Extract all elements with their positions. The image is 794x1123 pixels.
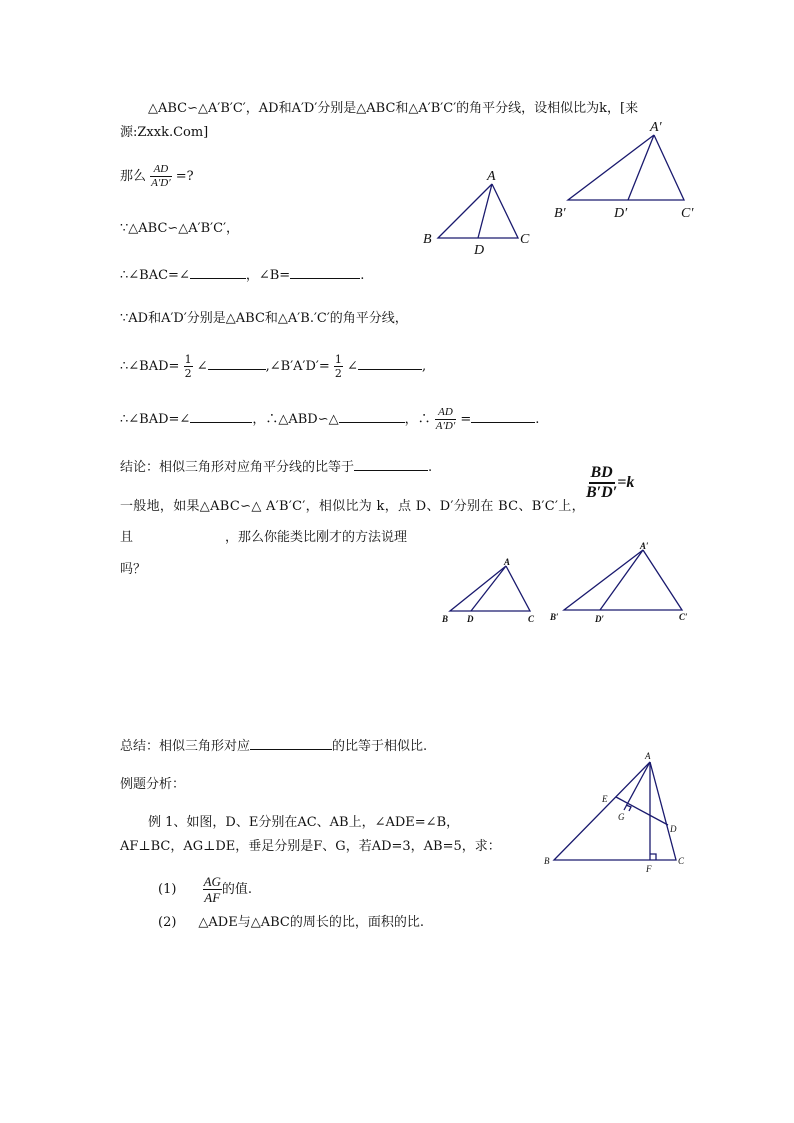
question-line — [120, 163, 194, 190]
segment-a1d1-2 — [600, 550, 643, 610]
figure-2-small-triangle — [440, 556, 550, 636]
ratio-formula — [586, 464, 634, 502]
label-c: C — [520, 232, 530, 247]
blank-conclusion[interactable] — [354, 458, 428, 471]
question-1-number: (1) — [158, 882, 177, 897]
general-line-2 — [120, 529, 407, 547]
question-1-text: 的值. — [221, 882, 253, 897]
label-a-prime: A′ — [650, 120, 662, 135]
label-b-3: B — [544, 856, 550, 866]
therefore-1-text-b: ，∠B= — [245, 268, 291, 283]
question-2-text: △ADE与△ABC的周长的比，面积的比. — [198, 915, 424, 930]
figure-1-small-triangle — [420, 168, 550, 258]
half-fraction-2 — [334, 353, 343, 380]
example-line-2: AF⊥BC，AG⊥DE，垂足分别是F、G，若AD=3，AB=5，求： — [120, 839, 501, 854]
segment-ad-2 — [471, 566, 506, 611]
last-denominator: A′D′ — [435, 420, 456, 432]
label-a-2: A — [504, 557, 511, 567]
q1-numerator: AG — [203, 874, 221, 889]
label-d: D — [474, 243, 485, 258]
label-b-prime-2: B′ — [550, 612, 559, 622]
conclusion-line — [120, 458, 432, 477]
blank-half-1[interactable] — [208, 357, 266, 370]
question-fraction — [150, 163, 171, 190]
last-text-c: ，∴ — [404, 412, 431, 427]
half-fraction-1 — [184, 353, 193, 380]
label-a: A — [487, 169, 496, 184]
right-angle-f — [650, 854, 656, 860]
question-prefix: 那么 — [120, 169, 147, 184]
question-2 — [158, 914, 424, 932]
summary-text-b: 的比等于相似比. — [332, 739, 428, 754]
conclusion-period: . — [428, 460, 433, 475]
half-text-c: ,∠B′A′D′= — [265, 359, 330, 374]
question-suffix: =? — [175, 169, 194, 184]
label-e-3: E — [602, 794, 608, 804]
half-text-b: ∠ — [196, 359, 208, 374]
half-text-d: ∠ — [347, 359, 358, 374]
half-den-2: 2 — [334, 367, 342, 380]
label-d-prime-2: D′ — [595, 614, 605, 624]
last-text-e: . — [535, 412, 540, 427]
label-c-2: C — [528, 614, 535, 624]
blank-bad[interactable] — [190, 410, 252, 423]
last-deduction-line — [120, 405, 539, 435]
last-text-d: = — [460, 412, 472, 427]
blank-angle-bac[interactable] — [190, 266, 246, 279]
last-text-a: ∴∠BAD=∠ — [120, 412, 191, 427]
half-num-2: 1 — [334, 353, 342, 366]
formula-numerator: BD — [589, 464, 615, 484]
question-1-fraction — [203, 874, 222, 905]
segment-ag — [624, 762, 650, 810]
label-b: B — [423, 232, 432, 247]
label-b-2: B — [442, 614, 449, 624]
blank-similar-triangle[interactable] — [339, 410, 405, 423]
triangle-abc — [438, 184, 518, 238]
question-denominator: A′D′ — [151, 177, 171, 189]
general-text-c: ，那么你能类比刚才的方法说理 — [225, 530, 408, 545]
question-2-number: (2) — [158, 915, 177, 930]
figure-2-large-triangle — [548, 538, 698, 628]
blank-angle-b[interactable] — [290, 266, 360, 279]
label-c-prime-2: C′ — [679, 612, 688, 622]
blank-summary[interactable] — [250, 737, 332, 750]
general-line-1: 一般地，如果△ABC∽△ A′B′C′，相似比为 k，点 D、D′分别在 BC、B′C′上， — [120, 499, 585, 514]
example-heading: 例题分析： — [120, 777, 186, 792]
half-den-1: 2 — [184, 367, 192, 380]
intro-line-2: 源:Zxxk.Com] — [120, 125, 209, 140]
figure-1-large-triangle — [550, 116, 710, 226]
triangle-abc-2 — [450, 566, 530, 611]
blank-ratio[interactable] — [471, 410, 535, 423]
therefore-1-text-c: . — [360, 268, 365, 283]
triangle-a1b1c1-2 — [564, 550, 682, 610]
blank-half-2[interactable] — [358, 357, 422, 370]
label-d-prime: D′ — [614, 206, 628, 221]
last-fraction — [435, 406, 456, 433]
intro-line-1: △ABC∽△A′B′C′，AD和A′D′分别是△ABC和△A′B′C′的角平分线，设相似比为k，[来 — [148, 101, 639, 116]
question-numerator: AD — [150, 163, 171, 177]
label-a-3: A — [645, 751, 651, 761]
formula-denominator: B′D′ — [586, 484, 618, 501]
bisector-ad — [478, 184, 492, 238]
because-line-2: ∵AD和A′D′分别是△ABC和△A′B.′C′的角平分线， — [120, 311, 408, 326]
figure-3-example-triangle — [540, 748, 700, 878]
label-a-prime-2: A′ — [640, 541, 649, 551]
general-line-3: 吗？ — [120, 562, 147, 577]
half-num-1: 1 — [184, 353, 192, 366]
therefore-1-text-a: ∴∠BAC=∠ — [120, 268, 190, 283]
half-text-e: , — [421, 359, 427, 374]
summary-text-a: 总结：相似三角形对应 — [120, 739, 251, 754]
last-text-b: ，∴△ABD∽△ — [252, 412, 339, 427]
example-line-1: 例 1、如图，D、E分别在AC、AB上，∠ADE=∠B， — [148, 815, 460, 830]
question-1 — [158, 874, 252, 905]
triangle-a1b1c1 — [568, 135, 684, 200]
half-text-a: ∴∠BAD= — [120, 359, 180, 374]
label-b-prime: B′ — [554, 206, 566, 221]
label-d-3: D — [670, 824, 677, 834]
conclusion-text: 结论：相似三角形对应角平分线的比等于 — [120, 460, 355, 475]
q1-denominator: AF — [204, 890, 221, 905]
formula-rhs: =k — [617, 474, 635, 491]
last-numerator: AD — [435, 406, 456, 420]
half-angle-line — [120, 352, 426, 382]
label-f-3: F — [646, 864, 652, 874]
general-text-b: 且 — [120, 530, 134, 545]
therefore-line-1 — [120, 266, 364, 285]
because-line-1: ∵△ABC∽△A′B′C′， — [120, 221, 240, 236]
summary-line — [120, 737, 427, 756]
label-g-3: G — [618, 812, 625, 822]
label-c-prime: C′ — [681, 206, 694, 221]
triangle-abc-3 — [554, 762, 676, 860]
label-d-2: D — [467, 614, 474, 624]
label-c-3: C — [678, 856, 685, 866]
right-angle-g — [626, 805, 631, 811]
